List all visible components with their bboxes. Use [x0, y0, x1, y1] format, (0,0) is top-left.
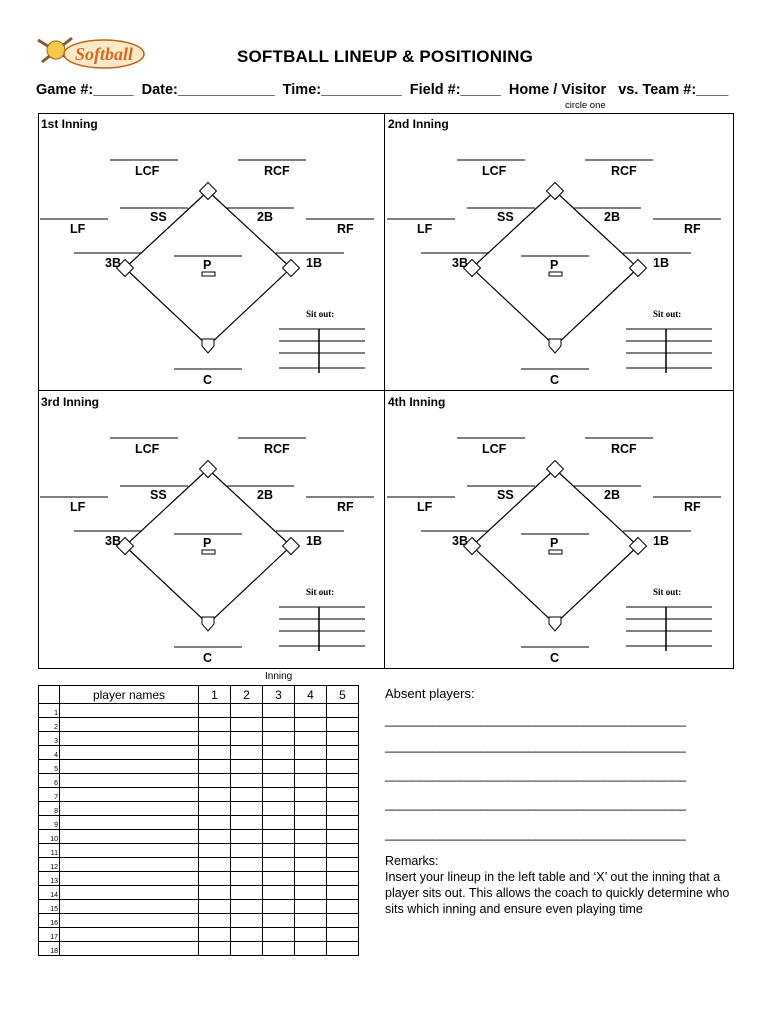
- row-number: 2: [39, 718, 60, 732]
- player-name-cell[interactable]: [60, 802, 199, 816]
- label-1b: 1B: [653, 534, 669, 548]
- inning-cell[interactable]: [263, 886, 295, 900]
- label-lcf: LCF: [482, 164, 507, 178]
- player-name-cell[interactable]: [60, 886, 199, 900]
- inning-cell[interactable]: [263, 746, 295, 760]
- row-number: 17: [39, 928, 60, 942]
- inning-cell[interactable]: [295, 732, 327, 746]
- inning-cell[interactable]: [295, 844, 327, 858]
- inning-cell[interactable]: [199, 802, 231, 816]
- label-2b: 2B: [604, 488, 620, 502]
- label-3b: 3B: [452, 534, 468, 548]
- label-p: P: [203, 258, 212, 272]
- inning-cell[interactable]: [263, 704, 295, 718]
- inning-cell[interactable]: [295, 942, 327, 956]
- inning-cell[interactable]: [199, 872, 231, 886]
- row-number: 16: [39, 914, 60, 928]
- table-row: [39, 774, 359, 788]
- inning-cell[interactable]: [199, 900, 231, 914]
- player-name-cell[interactable]: [60, 858, 199, 872]
- inning-cell[interactable]: [263, 844, 295, 858]
- table-row: [39, 732, 359, 746]
- inning-cell[interactable]: [295, 830, 327, 844]
- inning-cell[interactable]: [327, 844, 359, 858]
- player-name-cell[interactable]: [60, 928, 199, 942]
- inning-cell[interactable]: [263, 760, 295, 774]
- absent-player-line[interactable]: ____________________________________________: [385, 826, 686, 841]
- inning-cell[interactable]: [199, 760, 231, 774]
- inning-cell[interactable]: [295, 746, 327, 760]
- row-number: 5: [39, 760, 60, 774]
- inning-cell[interactable]: [327, 788, 359, 802]
- inning-cell[interactable]: [327, 928, 359, 942]
- label-3b: 3B: [105, 256, 121, 270]
- row-number: 4: [39, 746, 60, 760]
- label-rcf: RCF: [264, 164, 290, 178]
- table-row: [39, 858, 359, 872]
- inning-cell[interactable]: [327, 858, 359, 872]
- row-number: 9: [39, 816, 60, 830]
- label-rcf: RCF: [611, 164, 637, 178]
- remarks-block: [385, 853, 730, 917]
- inning-header: 1: [199, 686, 231, 704]
- label-3b: 3B: [452, 256, 468, 270]
- label-3b: 3B: [105, 534, 121, 548]
- inning-cell[interactable]: [327, 942, 359, 956]
- table-row: [39, 900, 359, 914]
- inning-cell[interactable]: [295, 774, 327, 788]
- player-name-cell[interactable]: [60, 844, 199, 858]
- inning-cell[interactable]: [231, 704, 263, 718]
- label-ss: SS: [150, 210, 167, 224]
- inning-cell[interactable]: [231, 928, 263, 942]
- remarks-text: Insert your lineup in the left table and ‘X’ out the inning that a player sits out. This allows the coach to quickly determine who sits which inning and ensure even playing time: [385, 870, 730, 916]
- label-2b: 2B: [604, 210, 620, 224]
- player-name-cell[interactable]: [60, 816, 199, 830]
- inning-cell[interactable]: [199, 942, 231, 956]
- inning-cell[interactable]: [295, 802, 327, 816]
- player-name-cell[interactable]: [60, 746, 199, 760]
- game-info-fields[interactable]: Game #:_____ Date:____________ Time:__________ Field #:_____ Home / Visitor vs. Team #:____: [36, 82, 729, 98]
- inning-panel: [385, 113, 731, 390]
- row-number: 8: [39, 802, 60, 816]
- absent-player-line[interactable]: ____________________________________________: [385, 738, 686, 753]
- player-name-cell[interactable]: [60, 774, 199, 788]
- inning-cell[interactable]: [327, 760, 359, 774]
- inning-cell[interactable]: [295, 886, 327, 900]
- lineup-table: [38, 685, 359, 956]
- label-c: C: [203, 373, 213, 387]
- row-number: 1: [39, 704, 60, 718]
- inning-cell[interactable]: [231, 788, 263, 802]
- inning-cell[interactable]: [295, 704, 327, 718]
- inning-cell[interactable]: [295, 760, 327, 774]
- remarks-label: Remarks:: [385, 854, 439, 868]
- inning-cell[interactable]: [263, 774, 295, 788]
- inning-cell[interactable]: [231, 830, 263, 844]
- inning-cell[interactable]: [327, 830, 359, 844]
- label-c: C: [550, 373, 560, 387]
- inning-cell[interactable]: [199, 774, 231, 788]
- inning-cell[interactable]: [327, 914, 359, 928]
- inning-cell[interactable]: [327, 774, 359, 788]
- table-row: [39, 746, 359, 760]
- inning-cell[interactable]: [263, 928, 295, 942]
- inning-cell[interactable]: [295, 900, 327, 914]
- inning-cell[interactable]: [263, 816, 295, 830]
- inning-title: 4th Inning: [388, 395, 446, 409]
- inning-cell[interactable]: [199, 718, 231, 732]
- player-name-cell[interactable]: [60, 942, 199, 956]
- label-rf: RF: [684, 222, 701, 236]
- table-row: [39, 844, 359, 858]
- inning-header: 5: [327, 686, 359, 704]
- inning-header: 3: [263, 686, 295, 704]
- inning-header: 4: [295, 686, 327, 704]
- inning-cell[interactable]: [199, 816, 231, 830]
- player-name-cell[interactable]: [60, 718, 199, 732]
- table-row: [39, 942, 359, 956]
- row-number-header: [39, 686, 60, 704]
- label-1b: 1B: [306, 534, 322, 548]
- inning-cell[interactable]: [263, 802, 295, 816]
- label-ss: SS: [497, 210, 514, 224]
- label-ss: SS: [150, 488, 167, 502]
- label-lf: LF: [417, 222, 433, 236]
- inning-cell[interactable]: [263, 830, 295, 844]
- inning-cell[interactable]: [231, 746, 263, 760]
- inning-cell[interactable]: [199, 704, 231, 718]
- inning-cell[interactable]: [231, 844, 263, 858]
- sit-out-label: Sit out:: [653, 309, 682, 319]
- inning-cell[interactable]: [295, 788, 327, 802]
- inning-cell[interactable]: [231, 942, 263, 956]
- inning-cell[interactable]: [231, 914, 263, 928]
- sit-out-label: Sit out:: [653, 587, 682, 597]
- sit-out-label: Sit out:: [306, 587, 335, 597]
- table-row: [39, 704, 359, 718]
- inning-header: 2: [231, 686, 263, 704]
- field-diagram: [38, 391, 384, 668]
- label-2b: 2B: [257, 488, 273, 502]
- inning-cell[interactable]: [327, 802, 359, 816]
- inning-cell[interactable]: [199, 788, 231, 802]
- inning-cell[interactable]: [263, 858, 295, 872]
- absent-player-line[interactable]: ____________________________________________: [385, 767, 686, 782]
- player-name-cell[interactable]: [60, 732, 199, 746]
- inning-cell[interactable]: [263, 942, 295, 956]
- inning-cell[interactable]: [263, 900, 295, 914]
- inning-cell[interactable]: [327, 732, 359, 746]
- table-row: [39, 914, 359, 928]
- label-c: C: [550, 651, 560, 665]
- table-row: [39, 928, 359, 942]
- row-number: 14: [39, 886, 60, 900]
- inning-cell[interactable]: [199, 830, 231, 844]
- inning-cell[interactable]: [295, 718, 327, 732]
- label-p: P: [203, 536, 212, 550]
- inning-cell[interactable]: [199, 746, 231, 760]
- table-row: [39, 886, 359, 900]
- inning-cell[interactable]: [199, 928, 231, 942]
- row-number: 11: [39, 844, 60, 858]
- inning-cell[interactable]: [231, 816, 263, 830]
- inning-cell[interactable]: [295, 928, 327, 942]
- row-number: 18: [39, 942, 60, 956]
- inning-panel: [38, 113, 384, 390]
- inning-caption: Inning: [265, 671, 293, 682]
- inning-cell[interactable]: [231, 858, 263, 872]
- label-rcf: RCF: [611, 442, 637, 456]
- inning-cell[interactable]: [327, 900, 359, 914]
- inning-cell[interactable]: [327, 816, 359, 830]
- label-1b: 1B: [653, 256, 669, 270]
- label-rf: RF: [337, 500, 354, 514]
- inning-title: 3rd Inning: [41, 395, 99, 409]
- inning-cell[interactable]: [295, 914, 327, 928]
- inning-cell[interactable]: [263, 788, 295, 802]
- inning-cell[interactable]: [199, 886, 231, 900]
- label-c: C: [203, 651, 213, 665]
- row-number: 7: [39, 788, 60, 802]
- inning-cell[interactable]: [327, 872, 359, 886]
- sit-out-label: Sit out:: [306, 309, 335, 319]
- label-2b: 2B: [257, 210, 273, 224]
- inning-cell[interactable]: [295, 872, 327, 886]
- label-lcf: LCF: [135, 164, 160, 178]
- table-row: [39, 872, 359, 886]
- inning-cell[interactable]: [231, 732, 263, 746]
- player-name-cell[interactable]: [60, 830, 199, 844]
- label-p: P: [550, 258, 559, 272]
- inning-cell[interactable]: [327, 718, 359, 732]
- label-lf: LF: [417, 500, 433, 514]
- player-names-header: player names: [60, 686, 199, 704]
- inning-cell[interactable]: [231, 886, 263, 900]
- row-number: 6: [39, 774, 60, 788]
- inning-cell[interactable]: [263, 914, 295, 928]
- inning-title: 2nd Inning: [388, 117, 449, 131]
- inning-cell[interactable]: [327, 886, 359, 900]
- inning-cell[interactable]: [263, 872, 295, 886]
- label-rcf: RCF: [264, 442, 290, 456]
- field-diagram: [38, 113, 384, 390]
- inning-cell[interactable]: [327, 746, 359, 760]
- inning-cell[interactable]: [263, 732, 295, 746]
- inning-title: 1st Inning: [41, 117, 98, 131]
- player-name-cell[interactable]: [60, 788, 199, 802]
- label-lf: LF: [70, 222, 86, 236]
- label-ss: SS: [497, 488, 514, 502]
- inning-panel: [38, 391, 384, 668]
- player-name-cell[interactable]: [60, 914, 199, 928]
- row-number: 13: [39, 872, 60, 886]
- absent-player-line[interactable]: ____________________________________________: [385, 796, 686, 811]
- absent-player-line[interactable]: ____________________________________________: [385, 712, 686, 727]
- player-name-cell[interactable]: [60, 900, 199, 914]
- logo-wordmark: Softball: [74, 44, 134, 64]
- inning-cell[interactable]: [231, 718, 263, 732]
- player-name-cell[interactable]: [60, 704, 199, 718]
- player-name-cell[interactable]: [60, 760, 199, 774]
- inning-panel: [385, 391, 731, 668]
- inning-cell[interactable]: [295, 858, 327, 872]
- label-1b: 1B: [306, 256, 322, 270]
- inning-cell[interactable]: [199, 844, 231, 858]
- page-title: SOFTBALL LINEUP & POSITIONING: [236, 47, 534, 66]
- label-p: P: [550, 536, 559, 550]
- row-number: 12: [39, 858, 60, 872]
- inning-cell[interactable]: [199, 732, 231, 746]
- inning-cell[interactable]: [231, 774, 263, 788]
- inning-cell[interactable]: [327, 704, 359, 718]
- player-name-cell[interactable]: [60, 872, 199, 886]
- row-number: 3: [39, 732, 60, 746]
- inning-cell[interactable]: [199, 858, 231, 872]
- label-lcf: LCF: [482, 442, 507, 456]
- table-row: [39, 830, 359, 844]
- table-row: [39, 788, 359, 802]
- inning-cell[interactable]: [199, 914, 231, 928]
- inning-cell[interactable]: [231, 900, 263, 914]
- row-number: 15: [39, 900, 60, 914]
- field-diagram: [385, 113, 731, 390]
- label-lf: LF: [70, 500, 86, 514]
- inning-cell[interactable]: [295, 816, 327, 830]
- label-rf: RF: [684, 500, 701, 514]
- row-number: 10: [39, 830, 60, 844]
- table-row: [39, 760, 359, 774]
- absent-players-label: Absent players:: [385, 686, 475, 701]
- table-row: [39, 802, 359, 816]
- label-rf: RF: [337, 222, 354, 236]
- table-row: [39, 816, 359, 830]
- inning-cell[interactable]: [263, 718, 295, 732]
- label-lcf: LCF: [135, 442, 160, 456]
- table-row: [39, 718, 359, 732]
- inning-cell[interactable]: [231, 872, 263, 886]
- inning-cell[interactable]: [231, 802, 263, 816]
- inning-cell[interactable]: [231, 760, 263, 774]
- field-diagram: [385, 391, 731, 668]
- circle-one-note: circle one: [565, 100, 606, 111]
